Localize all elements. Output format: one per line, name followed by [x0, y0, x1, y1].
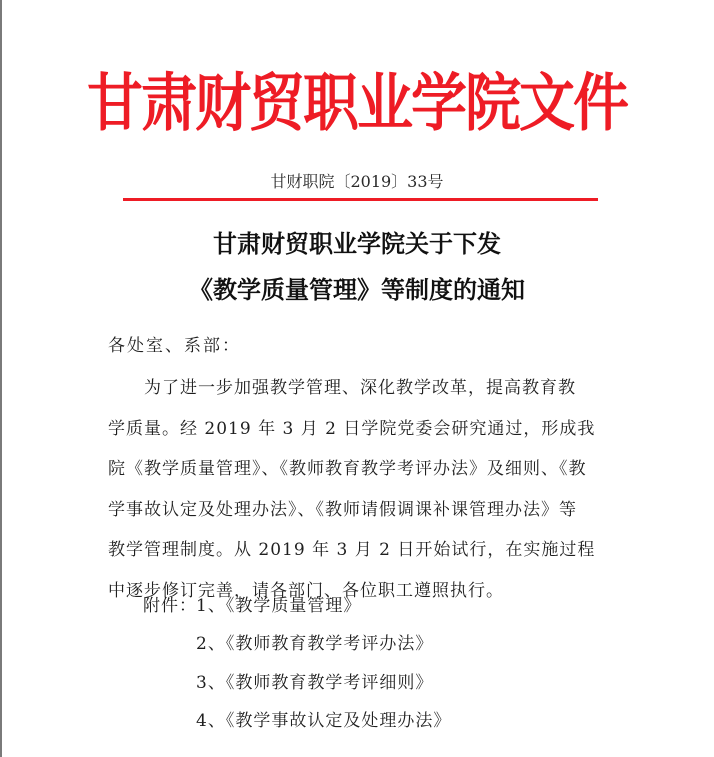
document-header-banner: 甘肃财贸职业学院文件: [87, 67, 627, 141]
attachment-item: 2、《教师教育教学考评办法》: [196, 634, 434, 654]
attachment-item: 1、《教学质量管理》: [196, 596, 362, 616]
salutation: 各处室、系部：: [108, 336, 241, 356]
body-line: 学质量。经 2019 年 3 月 2 日学院党委会研究通过，形成我: [108, 418, 596, 439]
body-line: 为了进一步加强教学管理、深化教学改革，提高教育教: [144, 378, 576, 398]
attachments-label: 附件：: [143, 596, 197, 616]
body-line: 中逐步修订完善，请各部门、各位职工遵照执行。: [108, 580, 504, 601]
notice-title-line-2: 《教学质量管理》等制度的通知: [189, 276, 525, 304]
header-red-divider: [123, 198, 598, 201]
attachment-item: 4、《教学事故认定及处理办法》: [196, 711, 452, 731]
notice-title-line-1: 甘肃财贸职业学院关于下发: [213, 230, 501, 258]
body-paragraph: [108, 368, 608, 612]
body-line: 学事故认定及处理办法》、《教师请假调课补课管理办法》等: [108, 499, 577, 520]
body-line: 院《教学质量管理》、《教师教育教学考评办法》及细则、《教: [108, 459, 587, 480]
document-number: 甘财职院〔2019〕33号: [270, 172, 444, 191]
body-line: 教学管理制度。从 2019 年 3 月 2 日开始试行，在实施过程: [108, 540, 596, 561]
attachment-item: 3、《教师教育教学考评细则》: [196, 673, 434, 693]
